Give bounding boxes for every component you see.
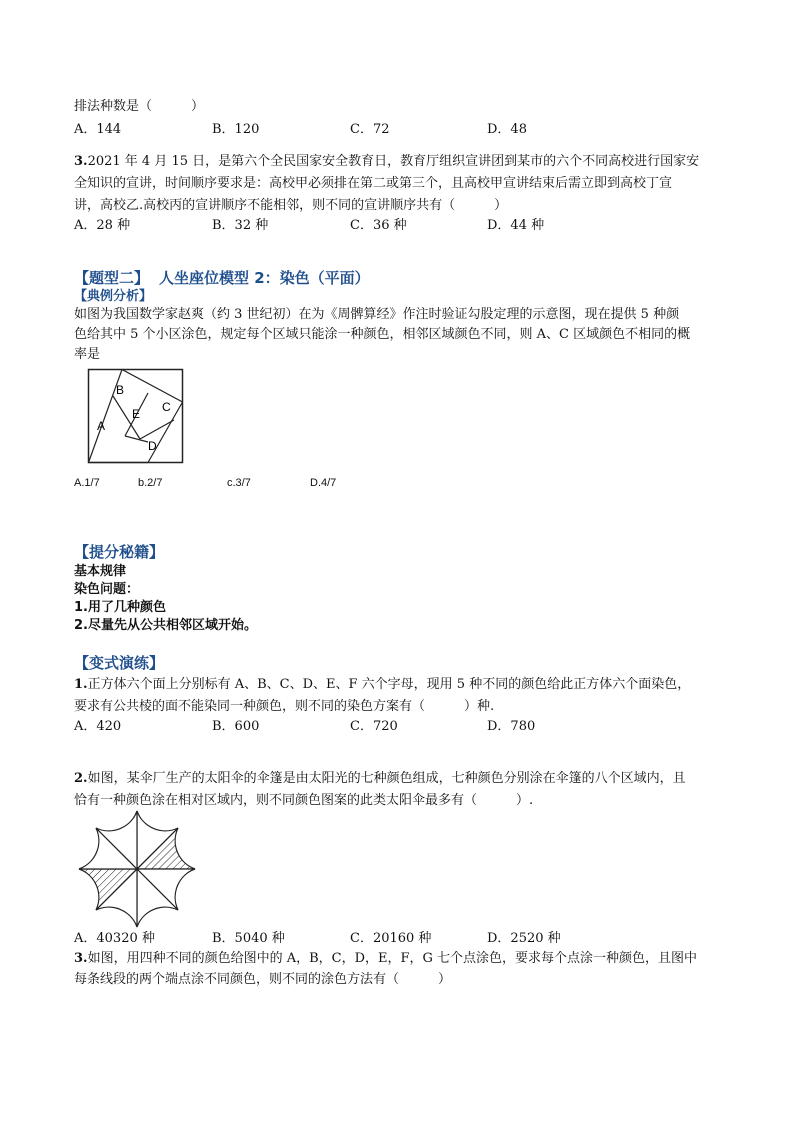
question-3-line-1 — [74, 151, 699, 173]
question-text: 如图，某伞厂生产的太阳伞的伞篷是由太阳光的七种颜色组成，七种颜色分别涂在伞篷的八个区域内，且 — [87, 771, 686, 786]
region-label-b: B — [116, 383, 125, 397]
option-d: D．44 种 — [487, 218, 545, 233]
question-3-line-2: 全知识的宣讲，时间顺序要求是：高校甲必须排在第二或第三个，且高校甲宣讲结束后需立即到高校丁宣 — [74, 176, 673, 191]
region-label-e: E — [132, 407, 141, 421]
option-a: A．420 — [74, 719, 122, 734]
option-d: D.4/7 — [310, 477, 337, 489]
practice-q1-line-2: 要求有公共棱的面不能染同一种颜色，则不同的染色方案有（ ）种. — [74, 699, 495, 714]
practice-q3-line-1 — [74, 948, 697, 970]
options-row — [74, 119, 714, 141]
options-row — [74, 215, 714, 237]
figure-options-row — [74, 477, 374, 493]
question-number: 1. — [74, 677, 88, 692]
tips-heading: 【提分秘籍】 — [74, 543, 165, 561]
example-line-3: 率是 — [74, 347, 101, 362]
options-row — [74, 928, 714, 950]
section-title: 人坐座位模型 2：染色（平面） — [159, 269, 370, 287]
region-label-a: A — [97, 419, 106, 433]
option-b: B．32 种 — [212, 218, 269, 233]
practice-q1-line-1 — [74, 674, 690, 696]
tips-line-4: 2.尽量先从公共相邻区域开始。 — [74, 618, 257, 633]
question-text: 如图，用四种不同的颜色给图中的 A，B，C，D，E，F，G 七个点涂色，要求每个点涂一种颜色，且图中 — [87, 951, 698, 966]
option-c: C．720 — [350, 719, 398, 734]
question-number: 3. — [74, 154, 88, 169]
option-c: c.3/7 — [227, 477, 251, 489]
region-label-d: D — [148, 439, 157, 453]
option-b: b.2/7 — [138, 477, 163, 489]
question-3-line-3: 讲，高校乙.高校丙的宣讲顺序不能相邻，则不同的宣讲顺序共有（ ） — [74, 198, 508, 213]
example-line-1: 如图为我国数学家赵爽（约 3 世纪初）在为《周髀算经》作注时验证勾股定理的示意图，现在提供 5 种颜 — [74, 307, 680, 322]
option-c: C．20160 种 — [350, 931, 432, 946]
practice-q2-line-1 — [74, 768, 686, 790]
example-line-2: 色给其中 5 个小区涂色，规定每个区域只能涂一种颜色，相邻区域颜色不同，则 A、C 区域颜色不相同的概 — [74, 327, 691, 342]
segment — [140, 420, 174, 439]
tips-line-2: 染色问题： — [74, 582, 140, 597]
tips-line-1: 基本规律 — [74, 564, 127, 579]
option-b: B．120 — [212, 122, 260, 137]
option-d: D．48 — [487, 122, 527, 137]
section-bracket: 【题型二】 — [74, 269, 150, 287]
question-number: 3. — [74, 951, 88, 966]
option-c: C．72 — [350, 122, 390, 137]
option-d: D．2520 种 — [487, 931, 561, 946]
question-text: 正方体六个面上分别标有 A、B、C、D、E、F 六个字母，现用 5 种不同的颜色给此正方体六个面染色， — [87, 677, 691, 692]
umbrella-figure — [76, 808, 198, 930]
zhao-shuang-figure — [86, 367, 186, 475]
option-c: C．36 种 — [350, 218, 407, 233]
option-a: A．28 种 — [74, 218, 131, 233]
question-tail: 排法种数是（ ） — [74, 99, 205, 114]
option-a: A．144 — [74, 122, 122, 137]
tips-line-3: 1.用了几种颜色 — [74, 600, 166, 615]
practice-q2-line-2: 恰有一种颜色涂在相对区域内，则不同颜色图案的此类太阳伞最多有（ ）. — [74, 793, 534, 808]
example-label: 【典例分析】 — [74, 289, 153, 304]
option-b: B．600 — [212, 719, 260, 734]
region-label-c: C — [162, 400, 171, 414]
options-row — [74, 716, 714, 738]
option-d: D．780 — [487, 719, 536, 734]
segment — [122, 370, 183, 403]
practice-q3-line-2: 每条线段的两个端点涂不同颜色，则不同的涂色方法有（ ） — [74, 972, 452, 987]
question-number: 2. — [74, 771, 88, 786]
option-a: A．40320 种 — [74, 931, 155, 946]
option-a: A.1/7 — [74, 477, 100, 489]
question-text: 2021 年 4 月 15 日，是第六个全民国家安全教育日，教育厅组织宣讲团到某市的六个不同高校进行国家安 — [87, 154, 700, 169]
practice-heading: 【变式演练】 — [74, 654, 165, 672]
option-b: B．5040 种 — [212, 931, 285, 946]
umbrella-canopy — [79, 811, 195, 927]
